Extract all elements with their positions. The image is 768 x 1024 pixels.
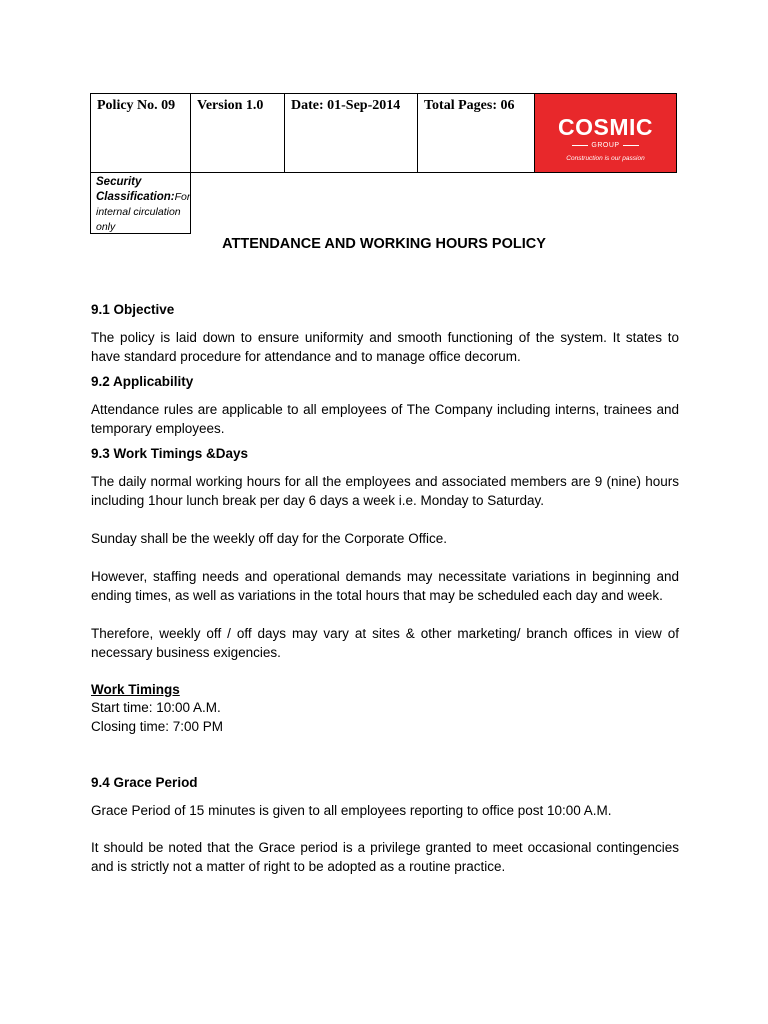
security-value: For internal circulation only bbox=[96, 191, 191, 233]
header-cell-total-pages bbox=[417, 93, 535, 173]
version: Version 1.0 bbox=[197, 98, 264, 113]
section-body-objective: The policy is laid down to ensure uniformity and smooth functioning of the system. It states to have standard procedure for attendance and to manage office decorum. bbox=[91, 330, 679, 364]
timings-paragraph-2: Sunday shall be the weekly off day for the Corporate Office. bbox=[91, 531, 447, 546]
section-heading-grace: 9.4 Grace Period bbox=[91, 775, 198, 790]
timings-paragraph-3: However, staffing needs and operational demands may necessitate variations in beginning and ending times, as well as variations in the total hours that may be scheduled each day and week. bbox=[91, 569, 679, 603]
grace-paragraph-1: Grace Period of 15 minutes is given to all employees reporting to office post 10:00 A.M. bbox=[91, 803, 612, 818]
logo-brand: COSMIC bbox=[558, 114, 653, 140]
section-heading-timings: 9.3 Work Timings &Days bbox=[91, 446, 249, 461]
header-cell-policy-no bbox=[90, 93, 191, 173]
policy-date: Date: 01-Sep-2014 bbox=[291, 98, 401, 113]
timings-paragraph-4: Therefore, weekly off / off days may vary at sites & other marketing/ branch offices in view of necessary business exigencies. bbox=[91, 626, 679, 660]
header-cell-version bbox=[190, 93, 285, 173]
policy-number: Policy No. 09 bbox=[97, 98, 176, 113]
logo-tagline: Construction is our passion bbox=[566, 155, 645, 162]
grace-paragraph-2: It should be noted that the Grace period is a privilege granted to meet occasional contingencies and is strictly not a matter of right to be adopted as a routine practice. bbox=[91, 840, 679, 874]
page-title: ATTENDANCE AND WORKING HOURS POLICY bbox=[222, 236, 546, 252]
section-body-applicability: Attendance rules are applicable to all employees of The Company including interns, trainees and temporary employees. bbox=[91, 402, 679, 436]
logo-group: GROUP bbox=[535, 142, 676, 149]
section-heading-applicability: 9.2 Applicability bbox=[91, 374, 194, 389]
section-heading-objective: 9.1 Objective bbox=[91, 302, 175, 317]
start-time: Start time: 10:00 A.M. bbox=[91, 700, 221, 715]
closing-time: Closing time: 7:00 PM bbox=[91, 719, 224, 734]
total-pages: Total Pages: 06 bbox=[424, 98, 515, 113]
header-cell-date bbox=[284, 93, 418, 173]
work-timings-label: Work Timings bbox=[91, 682, 180, 697]
timings-paragraph-1: The daily normal working hours for all the employees and associated members are 9 (nine) hours including 1hour lunch break per day 6 days a week i.e. Monday to Saturday. bbox=[91, 474, 679, 508]
header-cell-security bbox=[90, 172, 191, 234]
cosmic-group-logo bbox=[534, 93, 677, 173]
security-label: Security Classification: bbox=[96, 176, 175, 203]
